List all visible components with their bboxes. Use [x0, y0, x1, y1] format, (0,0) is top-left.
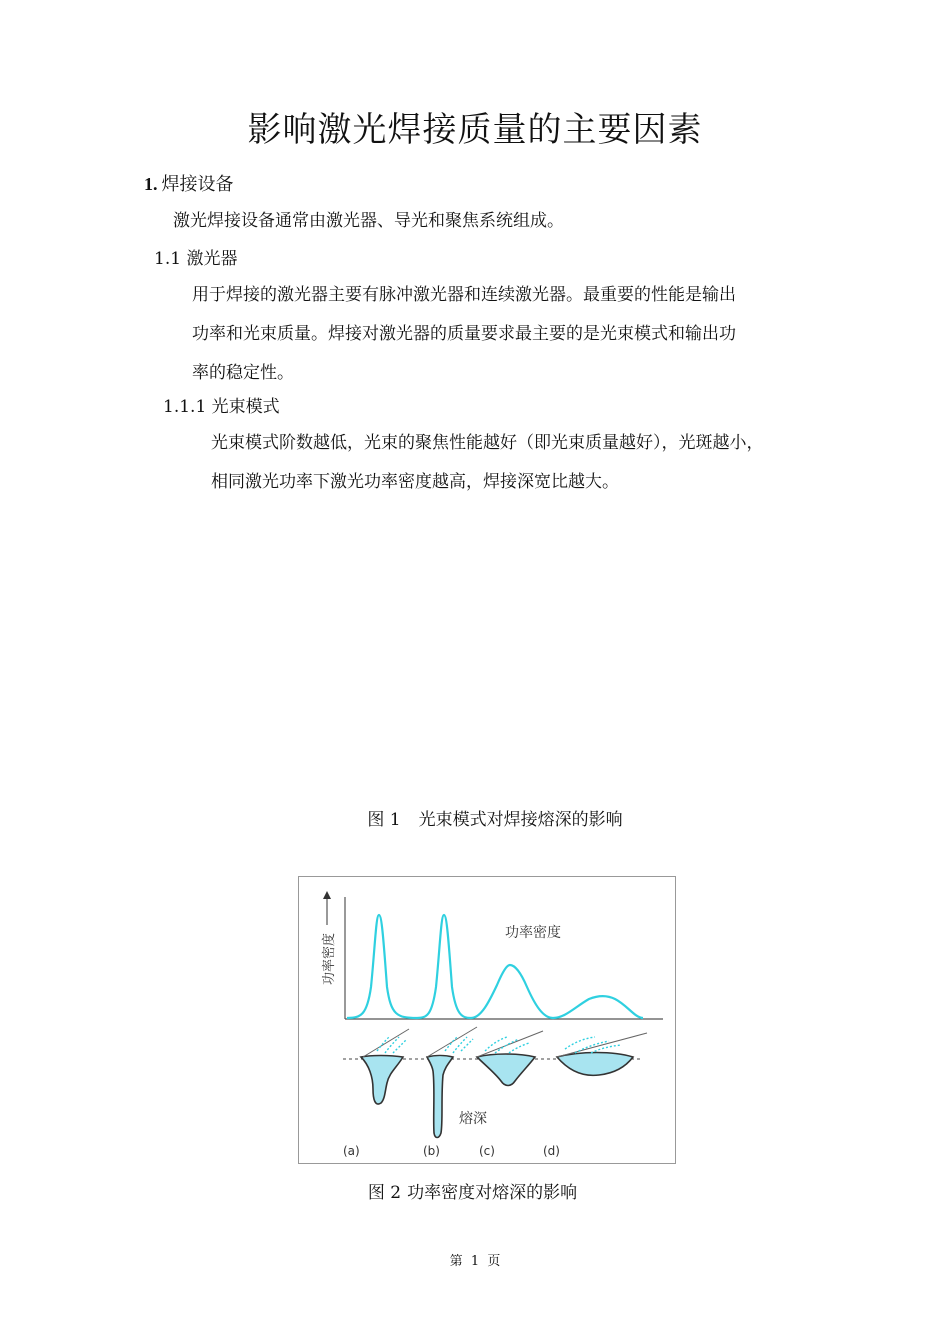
panel-label-a: (a) [343, 1144, 360, 1158]
melt-pool-a [361, 1029, 409, 1104]
paragraph-line: 功率和光束质量。焊接对激光器的质量要求最主要的是光束模式和输出功 [192, 324, 736, 344]
arrow-up-icon-head [323, 891, 331, 899]
power-density-diagram [299, 877, 675, 1163]
depth-label: 熔深 [459, 1111, 487, 1127]
paragraph-line: 率的稳定性。 [192, 363, 294, 383]
section-1-1-1-paragraph [211, 424, 811, 502]
section-1-1-heading: 1.1 激光器 [154, 249, 238, 269]
paragraph-line: 光束模式阶数越低，光束的聚焦性能越好（即光束质量越好），光斑越小， [211, 433, 764, 453]
power-density-curve [347, 915, 643, 1018]
melt-pool-c [477, 1031, 543, 1086]
paragraph-line: 相同激光功率下激光功率密度越高，焊接深宽比越大。 [211, 472, 619, 492]
section-1-number: 1. [144, 174, 158, 194]
page-footer [0, 1250, 950, 1269]
footer-prefix: 第 [449, 1254, 463, 1269]
footer-suffix: 页 [487, 1254, 501, 1269]
figure-2-image [298, 876, 676, 1164]
y-axis-label: 功率密度 [322, 932, 337, 985]
figure-1-caption [0, 805, 950, 830]
figure-1-caption-text: 光束模式对焊接熔深的影响 [418, 810, 623, 830]
curve-label: 功率密度 [505, 925, 561, 941]
panel-label-b: (b) [423, 1144, 440, 1158]
page-title: 影响激光焊接质量的主要因素 [247, 110, 703, 150]
figure-2-caption [0, 1178, 945, 1203]
paragraph-line: 用于焊接的激光器主要有脉冲激光器和连续激光器。最重要的性能是输出 [192, 285, 736, 305]
section-1-1-paragraph [192, 276, 817, 393]
panel-label-d: (d) [543, 1144, 560, 1158]
figure-2-caption-text: 功率密度对熔深的影响 [407, 1183, 578, 1203]
figure-1-number: 图 1 [367, 810, 401, 830]
figure-2-number: 图 2 [367, 1183, 402, 1203]
page-number: 1 [470, 1254, 480, 1269]
section-1-paragraph: 激光焊接设备通常由激光器、导光和聚焦系统组成。 [173, 211, 564, 231]
melt-pool-d [557, 1033, 647, 1075]
section-1-title: 焊接设备 [161, 174, 234, 195]
section-1-1-1-heading: 1.1.1 光束模式 [163, 397, 280, 417]
section-1-heading [144, 170, 234, 196]
panel-label-c: (c) [479, 1144, 495, 1158]
